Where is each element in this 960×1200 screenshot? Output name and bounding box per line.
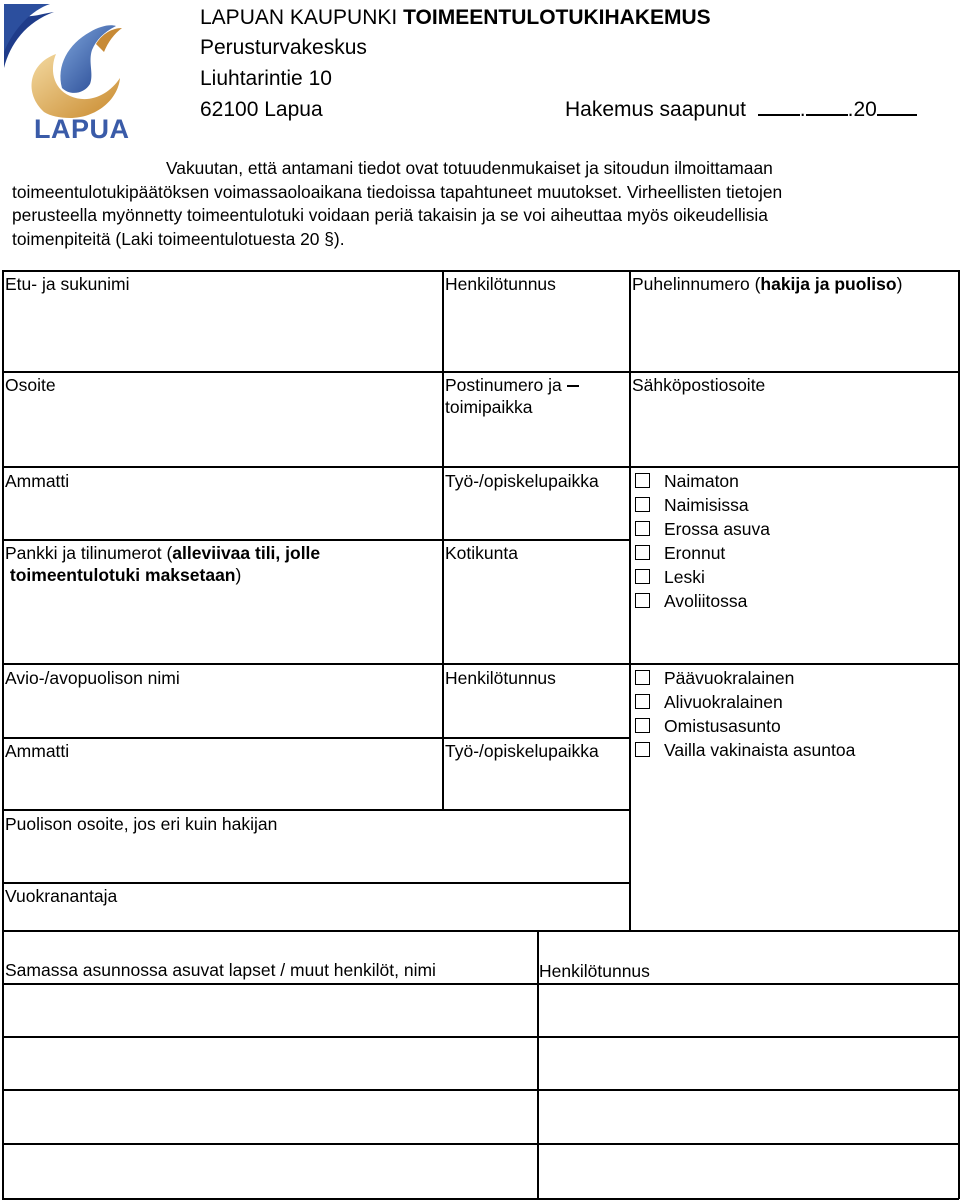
received-dot: . xyxy=(799,98,806,121)
marital-option: Leski xyxy=(664,567,705,587)
marital-checkbox-divorced[interactable] xyxy=(635,545,650,560)
phone-label: Puhelinnumero (hakija ja puoliso) xyxy=(632,274,903,294)
lapua-logo xyxy=(4,4,146,142)
declaration-line: toimenpiteitä (Laki toimeentulotuesta 20 §). xyxy=(12,228,345,249)
child-ssn-field[interactable] xyxy=(539,1038,956,1087)
spouse-workplace-field[interactable] xyxy=(444,763,627,807)
header-title-line xyxy=(200,2,711,33)
housing-option: Päävuokralainen xyxy=(664,668,795,688)
children-ssn-label: Henkilötunnus xyxy=(539,961,650,981)
grid-line xyxy=(2,539,630,541)
housing-option: Alivuokralainen xyxy=(664,692,783,712)
grid-line xyxy=(2,737,630,739)
child-ssn-field[interactable] xyxy=(539,985,956,1034)
received-field[interactable] xyxy=(565,94,917,125)
housing-checkbox-homeless[interactable] xyxy=(635,742,650,757)
email-label: Sähköpostiosoite xyxy=(632,375,766,395)
marital-checkbox-single[interactable] xyxy=(635,473,650,488)
street-address: Liuhtarintie 10 xyxy=(200,67,332,90)
municipality-label: Kotikunta xyxy=(445,543,518,563)
postcode-label: Postinumero ja toimipaikka xyxy=(445,374,579,418)
spouse-occupation-label: Ammatti xyxy=(5,741,70,761)
occupation-field[interactable] xyxy=(4,493,440,537)
marital-option: Erossa asuva xyxy=(664,519,771,539)
grid-line xyxy=(2,930,959,932)
spouse-ssn-label: Henkilötunnus xyxy=(445,668,556,688)
workplace-label: Työ-/opiskelupaikka xyxy=(445,471,599,491)
name-label: Etu- ja sukunimi xyxy=(5,274,130,294)
received-year-blank[interactable] xyxy=(877,96,917,116)
spouse-occupation-field[interactable] xyxy=(4,763,440,807)
phone-field[interactable] xyxy=(631,296,956,369)
spouse-name-label: Avio-/avopuolison nimi xyxy=(5,668,180,688)
marital-checkbox-separated[interactable] xyxy=(635,521,650,536)
marital-option: Naimisissa xyxy=(664,495,749,515)
ssn-label: Henkilötunnus xyxy=(445,274,556,294)
child-ssn-field[interactable] xyxy=(539,1091,956,1141)
name-field[interactable] xyxy=(4,296,440,369)
bank-label: Pankki ja tilinumerot (alleviivaa tili, jolle toimeentulotuki maksetaan) xyxy=(5,543,321,585)
logo-text: LAPUA xyxy=(34,114,130,144)
housing-checkbox-owner[interactable] xyxy=(635,718,650,733)
email-field[interactable] xyxy=(631,397,956,464)
declaration-line: toimeentulotukipäätöksen voimassaoloaikana tiedoissa tapahtuneet muutokset. Virheellisten tietojen xyxy=(12,181,783,202)
spouse-ssn-field[interactable] xyxy=(444,690,627,735)
grid-line xyxy=(2,809,630,811)
received-day-blank[interactable] xyxy=(758,96,800,116)
marital-option: Eronnut xyxy=(664,543,726,563)
received-month-blank[interactable] xyxy=(806,96,848,116)
grid-line xyxy=(2,663,959,665)
housing-option: Vailla vakinaista asuntoa xyxy=(664,740,856,760)
bank-field[interactable] xyxy=(4,588,440,661)
address-label: Osoite xyxy=(5,375,56,395)
dept-name: Perusturvakeskus xyxy=(200,36,367,59)
child-ssn-field[interactable] xyxy=(539,1145,956,1197)
grid-line xyxy=(2,270,959,272)
spouse-name-field[interactable] xyxy=(4,690,440,735)
workplace-field[interactable] xyxy=(444,493,627,537)
landlord-field[interactable] xyxy=(4,908,627,928)
grid-line xyxy=(2,1198,959,1200)
declaration-line: Vakuutan, että antamani tiedot ovat totuudenmukaiset ja sitoudun ilmoittamaan xyxy=(166,158,773,178)
grid-line xyxy=(2,466,959,468)
child-name-field[interactable] xyxy=(4,1091,535,1141)
declaration-text xyxy=(12,157,952,251)
children-label: Samassa asunnossa asuvat lapset / muut henkilöt, nimi xyxy=(5,960,436,980)
address-field[interactable] xyxy=(4,397,440,464)
child-name-field[interactable] xyxy=(4,1145,535,1197)
org-name: LAPUAN KAUPUNKI xyxy=(200,6,398,29)
received-year-prefix: .20 xyxy=(847,98,877,121)
declaration-line: perusteella myönnetty toimeentulotuki voidaan periä takaisin ja se voi aiheuttaa myös oikeudellisia xyxy=(12,205,768,225)
municipality-field[interactable] xyxy=(444,565,627,661)
housing-checkbox-subtenant[interactable] xyxy=(635,694,650,709)
grid-line xyxy=(2,371,959,373)
spouse-address-field[interactable] xyxy=(4,836,627,880)
ssn-field[interactable] xyxy=(444,296,627,369)
marital-checkbox-cohabiting[interactable] xyxy=(635,593,650,608)
landlord-label: Vuokranantaja xyxy=(5,886,118,906)
marital-checkbox-married[interactable] xyxy=(635,497,650,512)
form-title: TOIMEENTULOTUKIHAKEMUS xyxy=(403,6,711,29)
grid-line xyxy=(2,882,630,884)
spouse-workplace-label: Työ-/opiskelupaikka xyxy=(445,741,599,761)
occupation-label: Ammatti xyxy=(5,471,70,491)
postal-address: 62100 Lapua xyxy=(200,98,323,121)
postcode-field[interactable] xyxy=(444,420,627,464)
spouse-address-label: Puolison osoite, jos eri kuin hakijan xyxy=(5,814,278,834)
marital-option: Naimaton xyxy=(664,471,739,491)
grid-line xyxy=(958,270,960,1199)
housing-checkbox-tenant[interactable] xyxy=(635,670,650,685)
child-name-field[interactable] xyxy=(4,1038,535,1087)
child-name-field[interactable] xyxy=(4,985,535,1034)
received-label: Hakemus saapunut xyxy=(565,98,746,121)
marital-option: Avoliitossa xyxy=(664,591,748,611)
housing-option: Omistusasunto xyxy=(664,716,781,736)
grid-line xyxy=(629,663,631,931)
marital-checkbox-widowed[interactable] xyxy=(635,569,650,584)
